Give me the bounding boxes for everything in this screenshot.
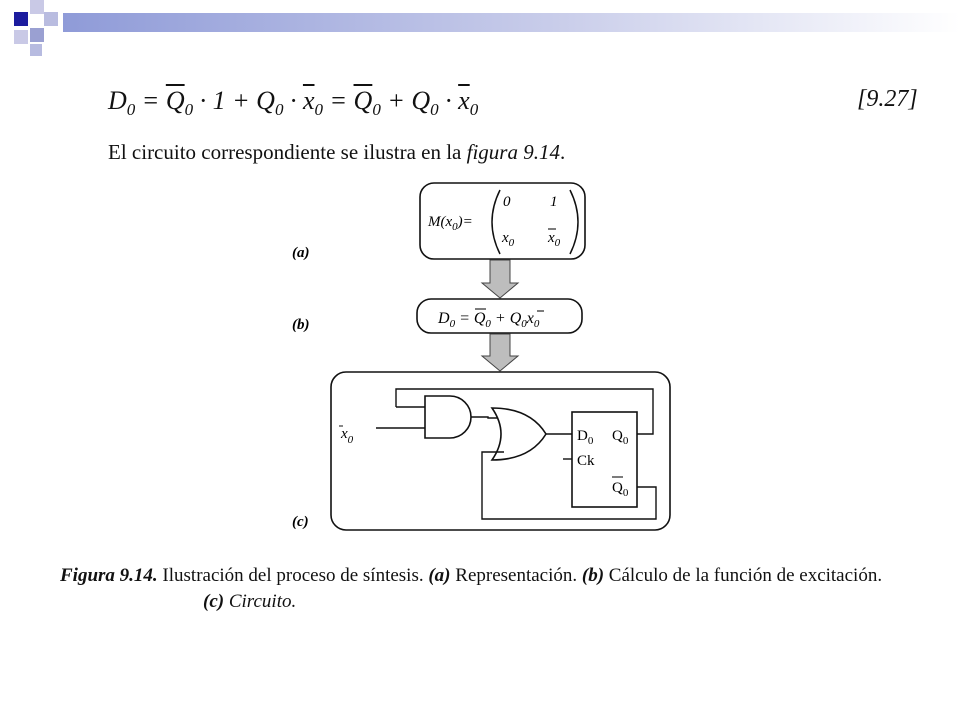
caption-figure-label: Figura 9.14. xyxy=(60,565,158,586)
matrix-m12: 1 xyxy=(550,194,558,210)
arrow-down-2 xyxy=(482,334,518,371)
matrix-box xyxy=(420,183,585,259)
and-gate xyxy=(425,396,471,438)
matrix-left-paren xyxy=(492,190,500,254)
arrow-down-1 xyxy=(482,260,518,298)
intro-sentence: El circuito correspondiente se ilustra en la figura 9.14. xyxy=(108,140,566,164)
label-b: (b) xyxy=(292,317,310,333)
ff-qbar-label: $Q_0$ xyxy=(612,480,629,499)
matrix-right-paren xyxy=(570,190,578,254)
ff-q-label: $Q_0$ xyxy=(612,428,629,447)
matrix-m22: $x_0$ xyxy=(548,230,561,249)
input-x0-label: $x_0$ xyxy=(341,426,354,446)
function-box xyxy=(417,299,582,333)
circuit-box xyxy=(331,372,670,530)
ff-d-label: $D_0$ xyxy=(577,428,594,447)
label-a: (a) xyxy=(292,245,310,261)
svg-text:D0 = Q0 + Q0x0: $D_0 = Q_0 + Q_0x_0$ xyxy=(438,310,540,330)
figure-caption: Figura 9.14. Ilustración del proceso de síntesis. (a) Representación. (b) Cálculo de la función de excitación. (c) Circuito. xyxy=(60,565,883,612)
equation-number: [9.27] xyxy=(857,86,918,112)
equation-9-27: $D_0 = \overline{Q}_0 \cdot 1 + Q_0 \cdot \overline{x}_0 = \overline{Q}_0 + Q_0 \cdot \overline{x}_0$ xyxy=(108,86,479,119)
figure-reference: figura 9.14 xyxy=(466,140,560,164)
svg-text:M(x0)=: $M(x_0)=$ xyxy=(428,214,473,233)
matrix-m21: $x_0$ xyxy=(502,230,515,249)
label-c: (c) xyxy=(292,514,309,530)
ff-ck-label: Ck xyxy=(577,453,595,469)
matrix-m11: 0 xyxy=(503,194,511,210)
